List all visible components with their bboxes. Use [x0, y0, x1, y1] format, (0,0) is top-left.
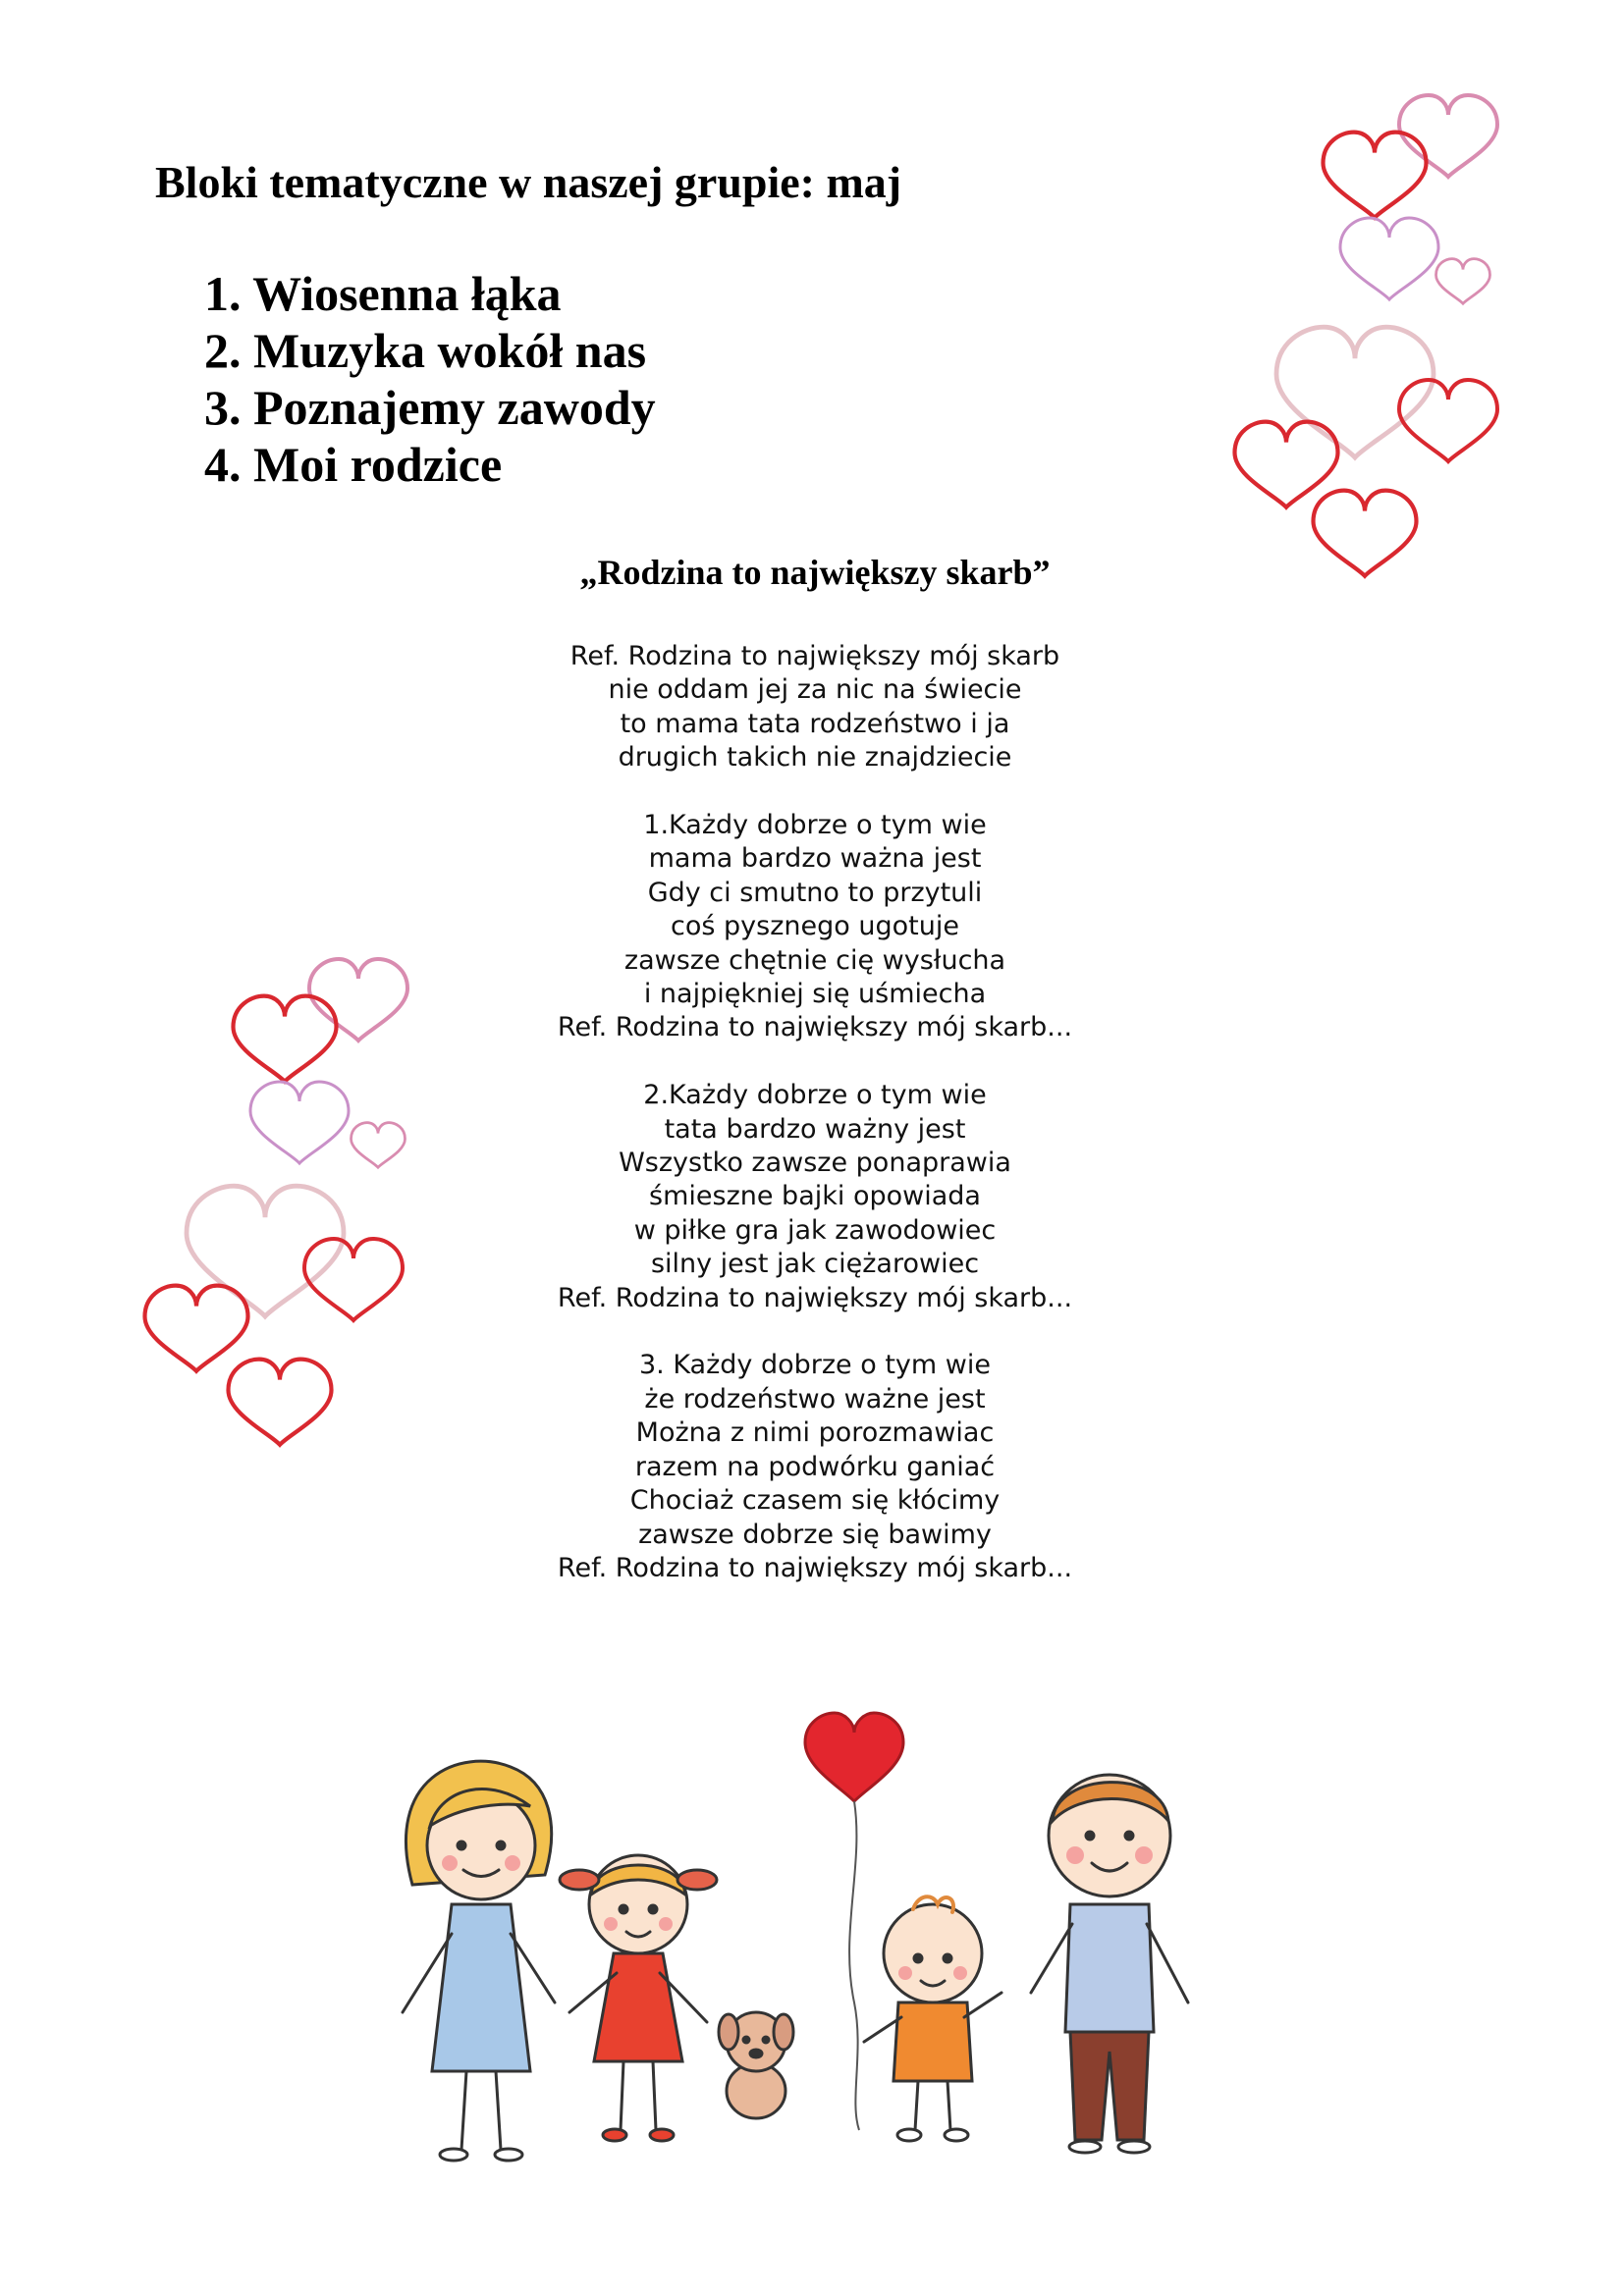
lyric-line: 3. Każdy dobrze o tym wie: [638, 1350, 991, 1381]
lyric-line: i najpiękniej się uśmiecha: [643, 979, 987, 1010]
topic-list: [204, 265, 656, 493]
lyric-line: Można z nimi porozmawiac: [635, 1417, 995, 1449]
lyric-line: silny jest jak ciężarowiec: [650, 1249, 980, 1280]
heart-outline-icon: [1340, 218, 1438, 299]
topic-item: 2. Muzyka wokół nas: [204, 323, 647, 378]
lyric-line: że rodzeństwo ważne jest: [644, 1383, 986, 1415]
hearts-cluster-top: [1208, 79, 1532, 618]
lyric-line: to mama tata rodzeństwo i ja: [620, 708, 1010, 739]
heart-outline-icon: [1436, 259, 1490, 304]
page-title: Bloki tematyczne w naszej grupie: maj: [155, 157, 902, 207]
lyric-line: mama bardzo ważna jest: [648, 843, 982, 875]
lyric-line: Ref. Rodzina to największy mój skarb: [569, 641, 1060, 671]
heart-outline-icon: [229, 1360, 332, 1445]
heart-balloon-icon: [805, 1713, 903, 2130]
heart-outline-icon: [352, 1123, 406, 1168]
lyric-line: 2.Każdy dobrze o tym wie: [643, 1080, 987, 1111]
lyric-line: zawsze chętnie cię wysłucha: [623, 944, 1006, 976]
lyric-line: Ref. Rodzina to największy mój skarb...: [557, 1282, 1073, 1313]
topic-item: 3. Poznajemy zawody: [204, 380, 656, 435]
heart-outline-icon: [250, 1082, 349, 1163]
lyric-line: Gdy ci smutno to przytuli: [647, 877, 983, 908]
lyric-line: coś pysznego ugotuje: [671, 911, 959, 942]
heart-outline-icon: [1399, 380, 1497, 461]
boy-figure: [864, 1896, 1001, 2141]
lyric-line: nie oddam jej za nic na świecie: [608, 674, 1022, 706]
lyric-line: 1.Każdy dobrze o tym wie: [643, 810, 987, 841]
family-illustration: [344, 1708, 1286, 2179]
refrain-stanza: [422, 640, 1208, 775]
lyric-line: Ref. Rodzina to największy mój skarb...: [557, 1552, 1073, 1583]
lyric-line: Chociaż czasem się kłócimy: [629, 1485, 1001, 1517]
lyric-line: razem na podwórku ganiać: [634, 1451, 996, 1482]
mother-figure: [403, 1761, 555, 2161]
verse-stanza-1: [422, 809, 1208, 1045]
lyric-line: Ref. Rodzina to największy mój skarb...: [557, 1012, 1073, 1043]
heart-outline-icon: [145, 1286, 248, 1371]
father-figure: [1031, 1775, 1188, 2153]
verse-stanza-3: [422, 1349, 1208, 1585]
lyric-line: w piłke gra jak zawodowiec: [633, 1214, 997, 1246]
hearts-cluster-left: [128, 933, 432, 1472]
lyric-line: Wszystko zawsze ponaprawia: [619, 1148, 1011, 1179]
song-title: „Rodzina to największy skarb”: [579, 553, 1051, 592]
dog-figure: [719, 2012, 793, 2118]
lyric-line: tata bardzo ważny jest: [664, 1113, 966, 1145]
topic-item: 4. Moi rodzice: [204, 437, 503, 492]
girl-figure: [560, 1855, 717, 2141]
heart-outline-icon: [304, 1239, 403, 1320]
lyric-line: drugich takich nie znajdziecie: [618, 742, 1012, 774]
song-lyrics: [422, 640, 1208, 1585]
heart-outline-icon: [1276, 327, 1434, 457]
topic-item: 1. Wiosenna łąka: [204, 266, 562, 321]
lyric-line: zawsze dobrze się bawimy: [638, 1519, 992, 1550]
lyric-line: śmieszne bajki opowiada: [649, 1181, 981, 1212]
heart-outline-icon: [1314, 491, 1417, 576]
verse-stanza-2: [422, 1079, 1208, 1315]
